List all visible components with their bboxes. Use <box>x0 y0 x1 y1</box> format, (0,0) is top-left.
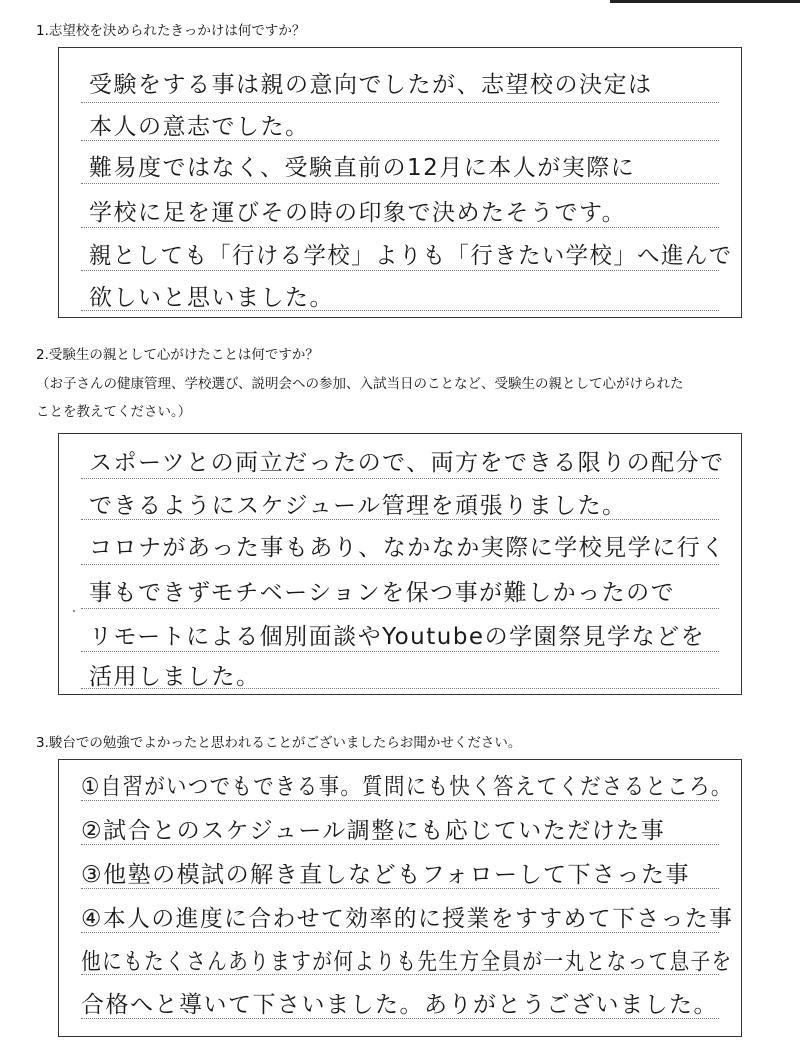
answer-2-line-1: スポーツとの両立だったので、両方をできる限りの配分で <box>89 450 725 476</box>
question-3: 3.駿台での勉強でよかったと思われることがございましたらお聞かせください。 <box>36 735 522 751</box>
answer-3-line-5: 他にもたくさんありますが何よりも先生方全員が一丸となって息子を <box>81 949 733 975</box>
answer-2-line-4: 事もできずモチベーションを保つ事が難しかったので <box>89 580 676 606</box>
question-2-note-1: （お子さんの健康管理、学校選び、説明会への参加、入試当日のことなど、受験生の親として心がけられた <box>36 376 684 392</box>
answer-2-line-5: リモートによる個別面談やYoutubeの学園祭見学などを <box>89 624 706 650</box>
answer-2-line-3: コロナがあった事もあり、なかなか実際に学校見学に行く <box>89 535 726 561</box>
top-edge-rule <box>610 0 800 3</box>
answer-box-1 <box>58 47 742 318</box>
answer-box-3 <box>58 759 742 1037</box>
answer-box-2 <box>58 433 742 695</box>
answer-1-line-6: 欲しいと思いました。 <box>89 285 334 311</box>
answer-3-line-4: ④本人の進度に合わせて効率的に授業をすすめて下さった事 <box>81 906 734 932</box>
answer-1-line-5: 親としても「行ける学校」よりも「行きたい学校」へ進んで <box>89 243 733 269</box>
answer-2-line-2: できるようにスケジュール管理を頑張りました。 <box>89 493 627 519</box>
answer-1-line-4: 学校に足を運びその時の印象で決めたそうです。 <box>89 200 627 226</box>
answer-2-line-6: 活用しました。 <box>89 664 261 690</box>
question-2-note-2: ことを教えてください。） <box>36 404 192 420</box>
answer-1-line-3: 難易度ではなく、受験直前の12月に本人が実際に <box>89 155 636 181</box>
question-1: 1.志望校を決められたきっかけは何ですか？ <box>36 23 306 39</box>
answer-1-line-2: 本人の意志でした。 <box>89 114 310 140</box>
stray-mark <box>73 610 75 612</box>
answer-3-line-3: ③他塾の模試の解き直しなどもフォローして下さった事 <box>81 862 690 888</box>
answer-3-line-6: 合格へと導いて下さいました。ありがとうございました。 <box>81 992 718 1018</box>
answer-3-line-2: ②試合とのスケジュール調整にも応じていただけた事 <box>81 818 666 844</box>
question-2: 2.受験生の親として心がけたことは何ですか？ <box>36 347 319 363</box>
answer-1-line-1: 受験をする事は親の意向でしたが、志望校の決定は <box>89 72 653 98</box>
answer-3-line-1: ①自習がいつでもできる事。質問にも快く答えてくださるところ。 <box>81 774 733 800</box>
